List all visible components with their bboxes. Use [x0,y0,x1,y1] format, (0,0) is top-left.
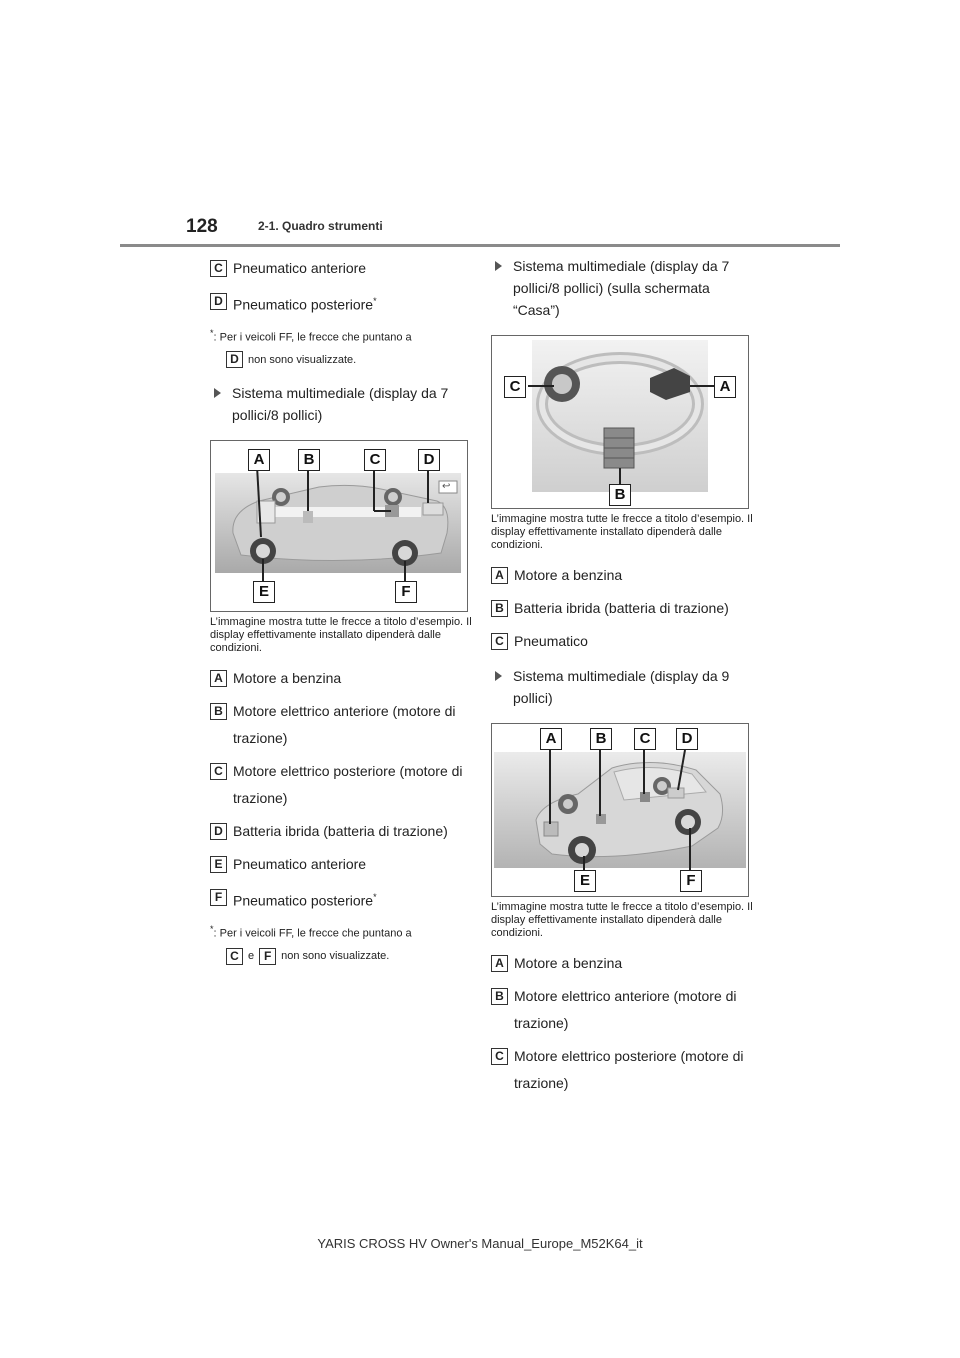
triangle-bullet-icon [495,671,502,681]
footnote: *: Per i veicoli FF, le frecce che puntano a [210,327,412,344]
energy-flow-illustration [492,336,748,508]
bullet-heading: Sistema multimediale (display da 7 pollici/8 pollici) [210,382,472,426]
item-text: Motore a benzina [514,955,623,971]
list-item [491,628,753,655]
letter-badge: C [491,1048,508,1065]
list-item [210,255,472,282]
triangle-bullet-icon [214,388,221,398]
figure-label-d: D [418,449,440,471]
list-item [210,851,472,878]
letter-badge: D [210,293,227,310]
figure-label-a: A [714,376,736,398]
letter-badge: A [491,567,508,584]
item-text: Motore elettrico posteriore (motore di trazione) [514,1048,744,1091]
item-text: Pneumatico [514,633,588,649]
figure-label-f: F [395,581,417,603]
figure-label-b: B [609,484,631,506]
list-item [491,950,753,977]
letter-badge: C [226,948,243,965]
item-text: Pneumatico posteriore* [233,296,377,313]
footnote-tail: non sono visualizzate. [281,950,390,963]
item-text: Pneumatico anteriore [233,856,367,873]
figure-caption: L’immagine mostra tutte le frecce a titolo d’esempio. Il display effettivamente installato dipenderà dalle condizioni. [210,616,472,655]
bullet-heading: Sistema multimediale (display da 7 pollici/8 pollici) (sulla schermata “Casa”) [491,255,753,321]
letter-badge: C [210,260,227,277]
letter-badge: B [491,988,508,1005]
letter-badge: A [491,955,508,972]
letter-badge: A [210,670,227,687]
page-footer: YARIS CROSS HV Owner's Manual_Europe_M52K64_it [317,1236,643,1251]
list-item [491,562,753,589]
figure-label-c: C [364,449,386,471]
list-item [210,884,472,915]
right-column [491,255,753,1103]
figure-label-f: F [680,870,702,892]
figure-label-a: A [540,728,562,750]
footnote-continued [226,948,472,965]
header-rule [120,244,840,247]
letter-badge: D [226,351,243,368]
figure-label-c: C [504,376,526,398]
list-item [210,288,472,319]
item-text: Motore elettrico anteriore (motore di trazione) [233,703,456,747]
list-item [210,818,472,845]
figure-label-b: B [590,728,612,750]
figure-label-d: D [676,728,698,750]
return-arrow-icon: ↩ [442,481,451,493]
item-text: Motore a benzina [514,567,623,583]
list-item [210,758,472,812]
triangle-bullet-icon [495,261,502,271]
letter-badge: F [259,948,276,965]
list-item [491,983,753,1037]
list-item [210,665,472,692]
figure-label-e: E [574,870,596,892]
list-item [491,1043,753,1097]
figure-caption: L’immagine mostra tutte le frecce a titolo d’esempio. Il display effettivamente installato dipenderà dalle condizioni. [491,513,753,551]
footnote: *: Per i veicoli FF, le frecce che puntano a [210,923,412,940]
footnote-conjunction: e [248,950,255,963]
letter-badge: D [210,823,227,840]
vehicle-diagram-9in-figure [491,723,749,897]
figure-label-e: E [253,581,275,603]
item-text: Pneumatico anteriore [233,260,367,276]
vehicle-diagram-figure [210,440,468,612]
list-item [210,698,472,752]
letter-badge: C [210,763,227,780]
item-text: Motore elettrico posteriore (motore di trazione) [233,763,463,807]
figure-label-a: A [248,449,270,471]
figure-label-b: B [298,449,320,471]
footnote-tail: non sono visualizzate. [248,353,357,366]
item-text: Motore elettrico anteriore (motore di trazione) [514,988,737,1031]
item-text: Batteria ibrida (batteria di trazione) [233,823,448,840]
letter-badge: B [210,703,227,720]
letter-badge: E [210,856,227,873]
list-item [491,595,753,622]
bullet-heading: Sistema multimediale (display da 9 pollici) [491,665,753,709]
left-column [210,255,472,979]
item-text: Batteria ibrida (batteria di trazione) [514,600,729,616]
suv-illustration [492,724,748,896]
figure-label-c: C [634,728,656,750]
footnote-continued [226,351,472,368]
section-title: 2-1. Quadro strumenti [258,219,383,233]
letter-badge: B [491,600,508,617]
letter-badge: F [210,889,227,906]
home-screen-figure [491,335,749,509]
letter-badge: C [491,633,508,650]
item-text: Motore a benzina [233,670,342,687]
page-number: 128 [186,216,218,237]
figure-caption: L’immagine mostra tutte le frecce a titolo d’esempio. Il display effettivamente installato dipenderà dalle condizioni. [491,901,753,939]
item-text: Pneumatico posteriore* [233,892,377,909]
